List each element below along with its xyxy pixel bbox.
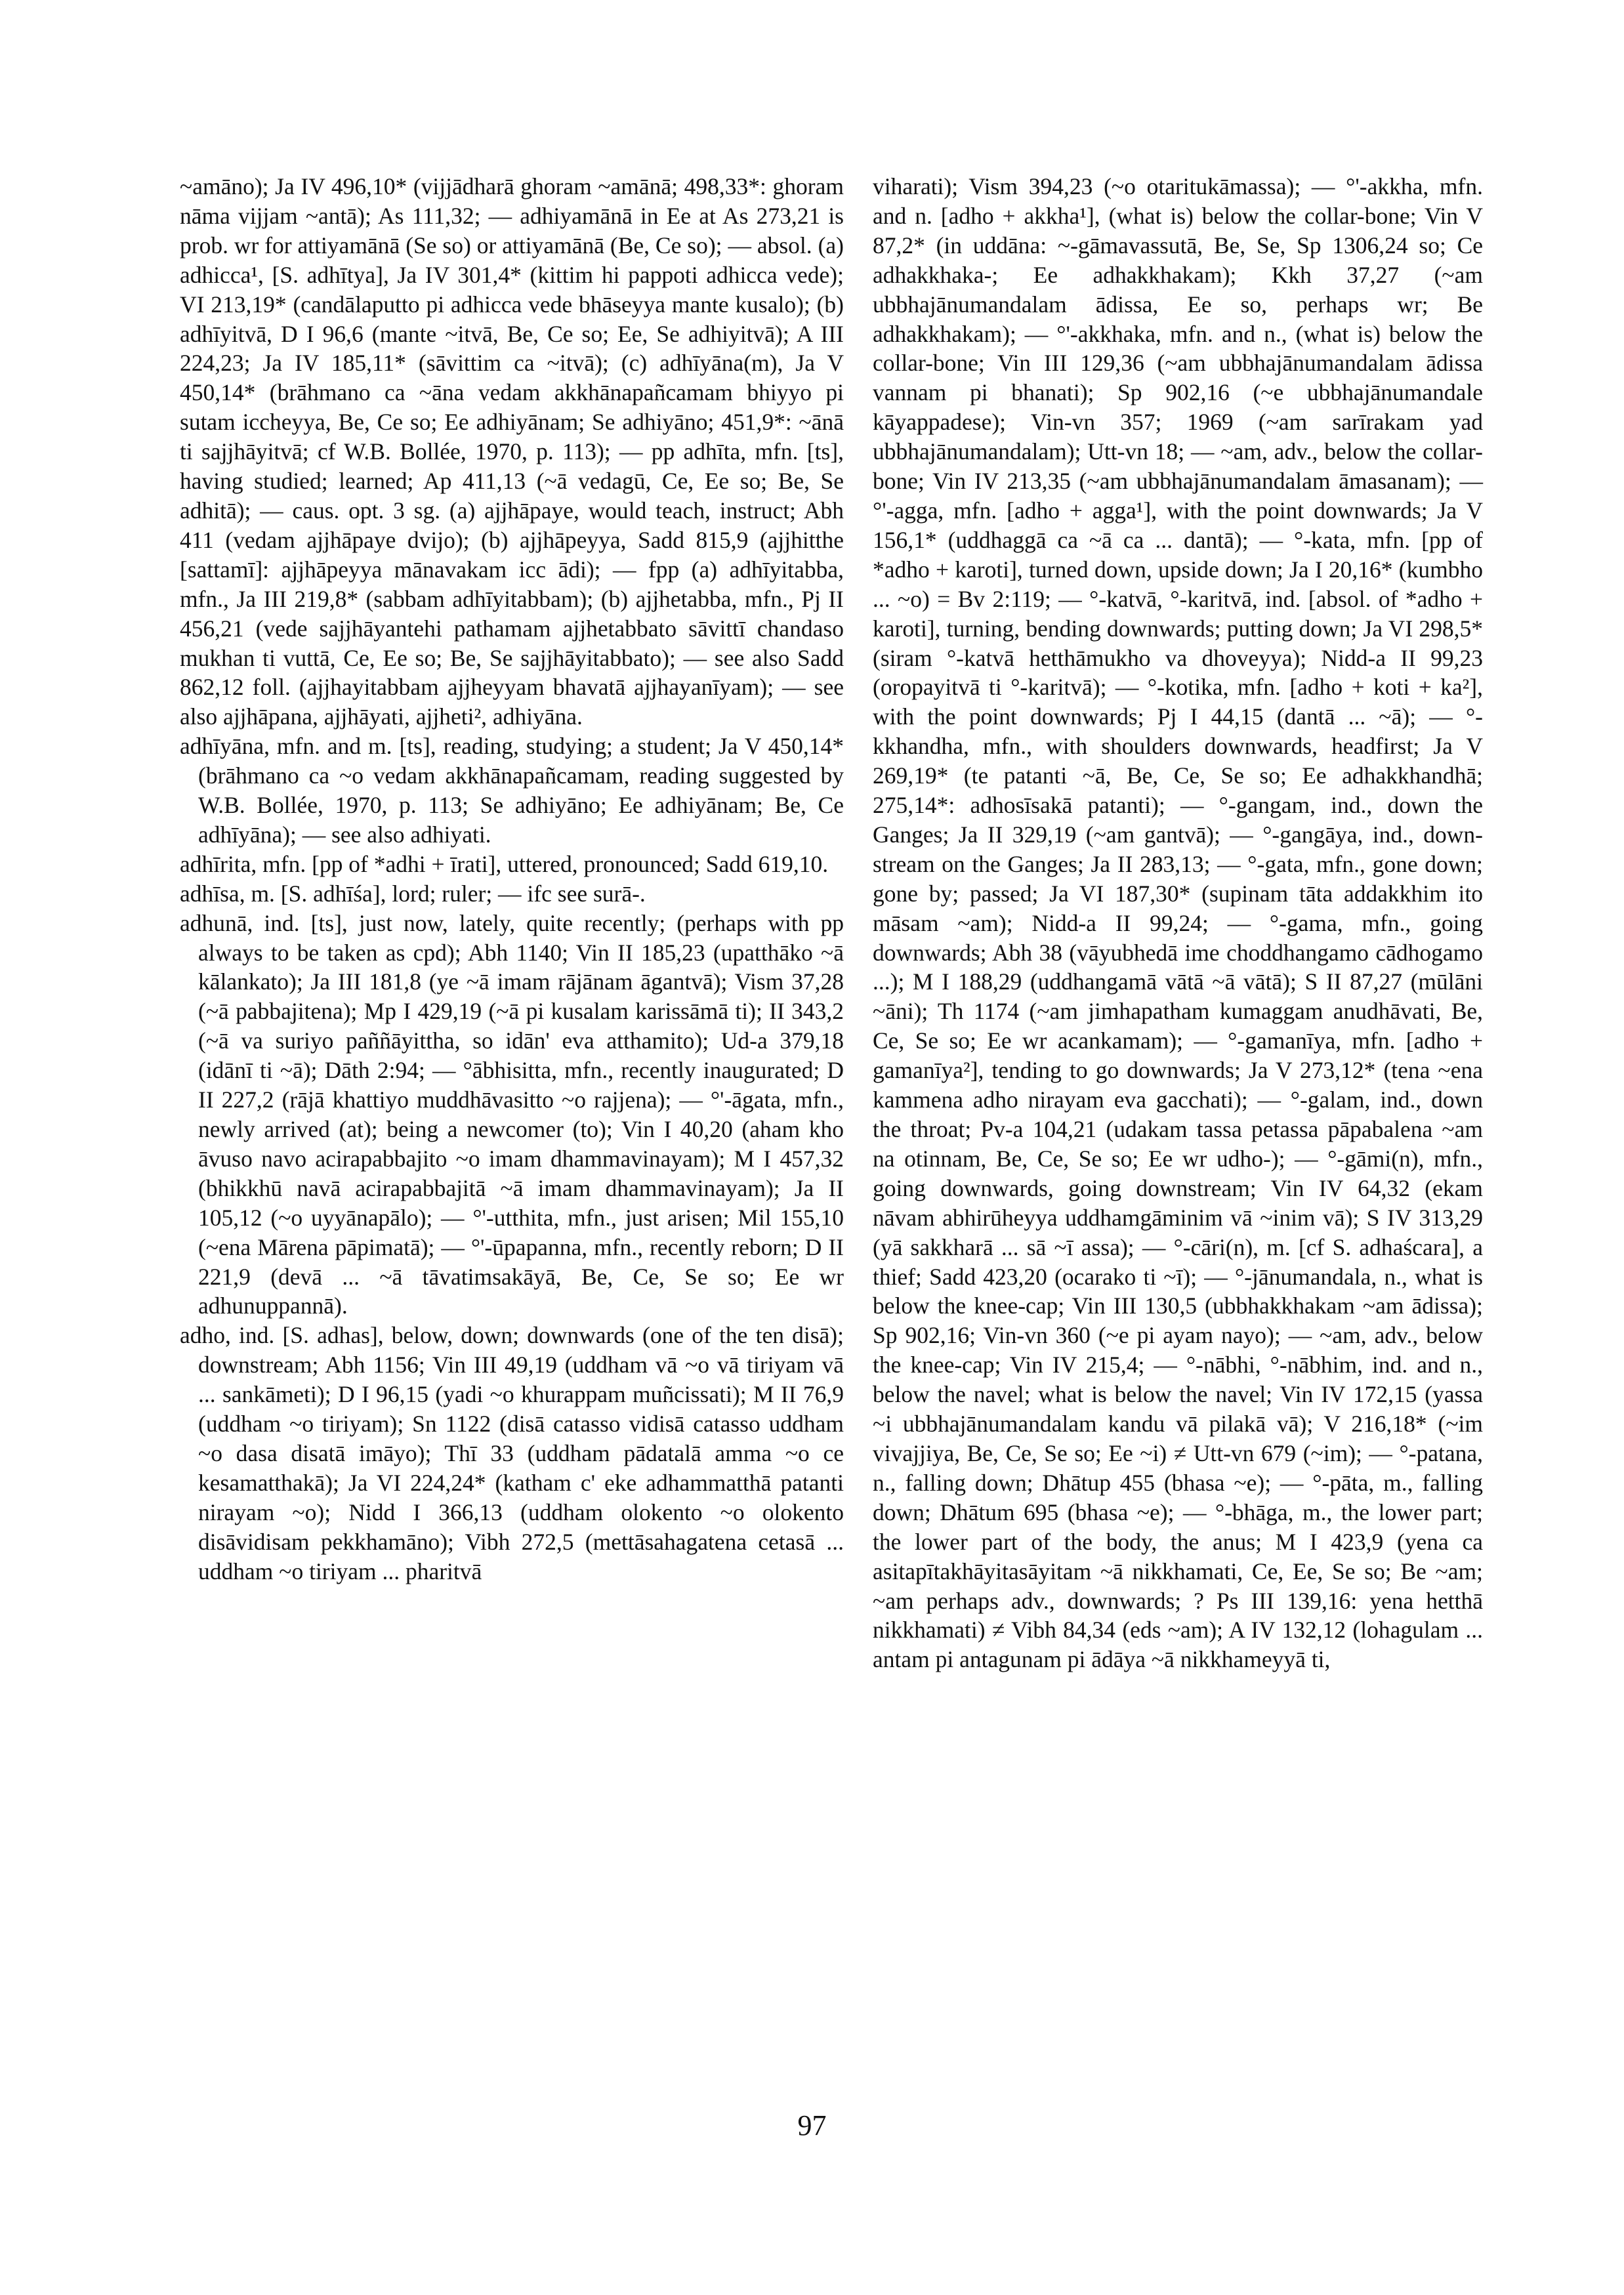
entry-adhuna: adhunā, ind. [ts], just now, lately, quite recently; (perhaps with pp always to be taken as cpd); Abh 1140; Vin II 185,23 (upatthāko ~ā kālankato); Ja III 181,8 (ye ~ā imam rājānam āgantvā); Vism 37,28 (~ā pabbajitena); Mp I 429,19 (~ā pi kusalam karissāmā ti); II 343,2 (~ā va suriyo paññāyittha, so idān' eva atthamito); Ud-a 379,18 (idānī ti ~ā); Dāth 2:94; — °ābhisitta, mfn., recently inaugurated; D II 227,2 (rājā khattiyo muddhāvasitto ~o rajjena); — °'-āgata, mfn., newly arrived (at); being a newcomer (to); Vin I 40,20 (aham kho āvuso navo acirapabbajito ~o imam dhammavinayam); M I 457,32 (bhikkhū navā acirapabbajitā ~ā imam dhammavinayam); Ja II 105,12 (~o uyyānapālo); — °'-utthita, mfn., just arisen; Mil 155,10 (~ena Mārena pāpimatā); — °'-ūpapanna, mfn., recently reborn; D II 221,9 (devā ... ~ā tāvatimsakāyā, Be, Ce, Se so; Ee wr adhunuppannā). <box>180 909 844 1319</box>
right-column <box>873 172 1483 1674</box>
entry-adhiyana: adhīyāna, mfn. and m. [ts], reading, studying; a student; Ja V 450,14* (brāhmano ca ~o vedam akkhānapañcamam, reading suggested by W.B. Bollée, 1970, p. 113; Se adhiyāno; Ee adhiyānam; Be, Ce adhīyāna); — see also adhiyati. <box>180 733 844 848</box>
entry-adho-continuation: viharati); Vism 394,23 (~o otaritukāmassa); — °'-akkha, mfn. and n. [adho + akkha¹], (what is) below the collar-bone; Vin V 87,2* (in uddāna: ~-gāmavassutā, Be, Se, Sp 1306,24 so; Ce adhakkhaka-; Ee adhakkhakam); Kkh 37,27 (~am ubbhajānumandalam ādissa, Ee so, perhaps wr; Be adhakkhakam); — °'-akkhaka, mfn. and n., (what is) below the collar-bone; Vin III 129,36 (~am ubbhajānumandalam ādissa vannam pi bhanati); Sp 902,16 (~e ubbhajānumandale kāyappadese); Vin-vn 357; 1969 (~am sarīrakam yad ubbhajānumandalam); Utt-vn 18; — ~am, adv., below the collar-bone; Vin IV 213,35 (~am ubbhajānumandalam āmasanam); — °'-agga, mfn. [adho + agga¹], with the point downwards; Ja V 156,1* (uddhaggā ca ~ā ca ... dantā); — °-kata, mfn. [pp of *adho + karoti], turned down, upside down; Ja I 20,16* (kumbho ... ~o) = Bv 2:119; — °-katvā, °-karitvā, ind. [absol. of *adho + karoti], turning, bending downwards; putting down; Ja VI 298,5* (siram °-katvā hetthāmukho va dhoveyya); Nidd-a II 99,23 (oropayitvā ti °-karitvā); — °-kotika, mfn. [adho + koti + ka²], with the point downwards; Pj I 44,15 (dantā ... ~ā); — °-kkhandha, mfn., with shoulders downwards, headfirst; Ja V 269,19* (te patanti ~ā, Be, Ce, Se so; Ee adhakkhandhā; 275,14*: adhosīsakā patanti); — °-gangam, ind., down the Ganges; Ja II 329,19 (~am gantvā); — °-gangāya, ind., down-stream on the Ganges; Ja II 283,13; — °-gata, mfn., gone down; gone by; passed; Ja VI 187,30* (supinam tāta addakkhim ito māsam ~am); Nidd-a II 99,24; — °-gama, mfn., going downwards; Abh 38 (vāyubhedā ime choddhangamo cādhogamo ...); M I 188,29 (uddhangamā vātā ~ā vātā); S II 87,27 (mūlāni ~āni); Th 1174 (~am jimhapatham kumaggam anudhāvati, Be, Ce, Se so; Ee wr acankamam); — °-gamanīya, mfn. [adho + gamanīya²], tending to go downwards; Ja V 273,12* (tena ~ena kammena adho nirayam eva gacchati); — °-galam, ind., down the throat; Pv-a 104,21 (udakam tassa petassa pāpabalena ~am na otinnam, Be, Ce, Se so; Ee wr udho-); — °-gāmi(n), mfn., going downwards, going downstream; Vin IV 64,32 (ekam nāvam abhirūheyya uddhamgāminim vā ~inim vā); S IV 313,29 (yā sakkharā ... sā ~ī assa); — °-cāri(n), m. [cf S. adhaścara], a thief; Sadd 423,20 (ocarako ti ~ī); — °-jānumandala, n., what is below the knee-cap; Vin III 130,5 (ubbhakkhakam ~am ādissa); Sp 902,16; Vin-vn 360 (~e pi ayam nayo); — ~am, adv., below the knee-cap; Vin IV 215,4; — °-nābhi, °-nābhim, ind. and n., below the navel; what is below the navel; Vin IV 172,15 (yassa ~i ubbhajānumandalam kandu vā pilakā vā); V 216,18* (~im vivajjiya, Be, Ce, Se so; Ee ~i) ≠ Utt-vn 679 (~im); — °-patana, n., falling down; Dhātup 455 (bhasa ~e); — °-pāta, m., falling down; Dhātum 695 (bhasa ~e); — °-bhāga, m., the lower part; the lower part of the body, the anus; M I 423,9 (yena ca asitapītakhāyitasāyitam ~ā nikkhamati, Ce, Ee, Se so; Be ~am; ~am perhaps adv., downwards; ? Ps III 139,16: yena hetthā nikkhamati) ≠ Vibh 84,34 (eds ~am); A IV 132,12 (lohagulam ... antam pi antagunam pi ādāya ~ā nikkhameyyā ti, <box>873 173 1483 1673</box>
left-column <box>180 172 844 1586</box>
entry-adhirita: adhīrita, mfn. [pp of *adhi + īrati], uttered, pronounced; Sadd 619,10. <box>180 850 829 877</box>
page-number: 97 <box>797 2109 827 2141</box>
entry-adho: adho, ind. [S. adhas], below, down; downwards (one of the ten disā); downstream; Abh 1156; Vin III 49,19 (uddham vā ~o vā tiriyam vā ... sankāmeti); D I 96,15 (yadi ~o khurappam muñcissati); M II 76,9 (uddham ~o tiriyam); Sn 1122 (disā catasso vidisā catasso uddham ~o dasa disatā imāyo); Thī 33 (uddham pādatalā amma ~o ce kesamatthakā); Ja VI 224,24* (katham c' eke adhammatthā patanti nirayam ~o); Nidd I 366,13 (uddham olokento ~o olokento disāvidisam pekkhamāno); Vibh 272,5 (mettāsahagatena cetasā ... uddham ~o tiriyam ... pharitvā <box>180 1322 844 1584</box>
entry-adhisa: adhīsa, m. [S. adhīśa], lord; ruler; — ifc see surā-. <box>180 880 646 907</box>
entry-continuation: ~amāno); Ja IV 496,10* (vijjādharā ghoram ~amānā; 498,33*: ghoram nāma vijjam ~antā); As 111,32; — adhiyamānā in Ee at As 273,21 is prob. wr for attiyamānā (Se so) or attiyamānā (Be, Ce so); — absol. (a) adhicca¹, [S. adhītya], Ja IV 301,4* (kittim hi pappoti adhicca vede); VI 213,19* (candālaputto pi adhicca vede bhāseyya mante kusalo); (b) adhīyitvā, D I 96,6 (mante ~itvā, Be, Ce so; Ee, Se adhiyitvā); A III 224,23; Ja IV 185,11* (sāvittim ca ~itvā); (c) adhīyāna(m), Ja V 450,14* (brāhmano ca ~āna vedam akkhānapañcamam bhiyyo pi sutam iccheyya, Be, Ce so; Ee adhiyānam; Se adhiyāno; 451,9*: ~ānā ti sajjhāyitvā; cf W.B. Bollée, 1970, p. 113); — pp adhīta, mfn. [ts], having studied; learned; Ap 411,13 (~ā vedagū, Ce, Ee so; Be, Se adhitā); — caus. opt. 3 sg. (a) ajjhāpaye, would teach, instruct; Abh 411 (vedam ajjhāpaye dvijo); (b) ajjhāpeyya, Sadd 815,9 (ajjhitthe [sattamī]: ajjhāpeyya mānavakam icc ādi); — fpp (a) adhīyitabba, mfn., Ja III 219,8* (sabbam adhīyitabbam); (b) ajjhetabba, mfn., Pj II 456,21 (vede sajjhāyantehi pathamam ajjhetabbato sāvittī chandaso mukhan ti vuttā, Ce, Ee so; Be, Se sajjhāyitabbato); — see also Sadd 862,12 foll. (ajjhayitabbam ajjheyyam bhavatā ajjhayanīyam); — see also ajjhāpana, ajjhāyati, ajjheti², adhiyāna. <box>180 173 844 730</box>
